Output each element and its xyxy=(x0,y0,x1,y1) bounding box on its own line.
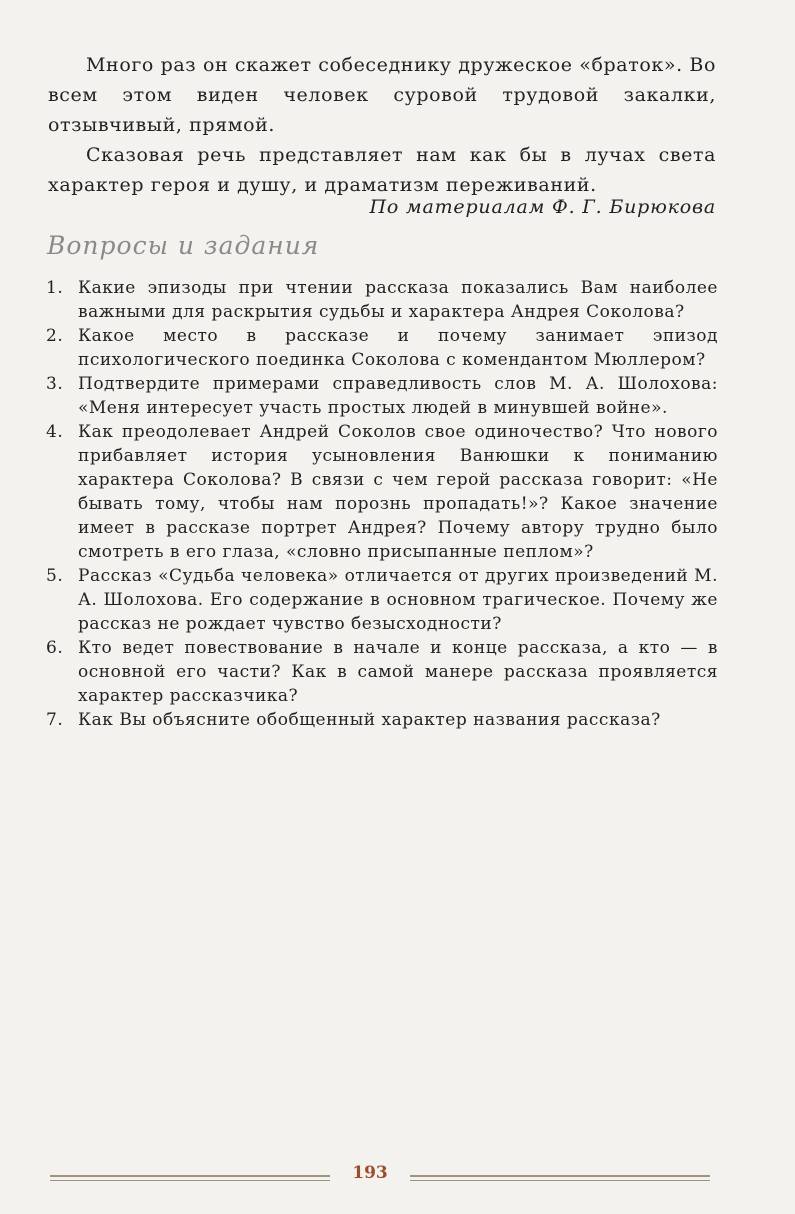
question-text: Как преодолевает Андрей Соколов свое одиночество? Что нового прибавляет история усыновления Ванюшки к пониманию характера Соколова? В связи с чем герой рассказа говорит: «Не бывать тому, чтобы нам порознь пропадать!»? Какое значение имеет в рассказе портрет Андрея? Почему автору трудно было смотреть в его глаза, «словно присыпанные пеплом»? xyxy=(78,422,718,562)
question-text: Рассказ «Судьба человека» отличается от других произведений М. А. Шолохова. Его содержание в основном трагическое. Почему же рассказ не рождает чувство безысходности? xyxy=(78,566,718,634)
intro-paragraph-1: Много раз он скажет собеседнику дружеское «браток». Во всем этом виден человек суровой трудовой закалки, отзывчивый, прямой. xyxy=(48,54,716,136)
question-item xyxy=(46,420,718,564)
question-text: Как Вы объясните обобщенный характер названия рассказа? xyxy=(78,710,661,730)
question-text: Кто ведет повествование в начале и конце рассказа, а кто — в основной его части? Как в самой манере рассказа проявляется характер рассказчика? xyxy=(78,638,718,706)
question-text: Подтвердите примерами справедливость слов М. А. Шолохова: «Меня интересует участь простых людей в минувшей войне». xyxy=(78,374,718,418)
question-text: Какое место в рассказе и почему занимает эпизод психологического поединка Соколова с комендантом Мюллером? xyxy=(78,326,718,370)
question-item xyxy=(46,276,718,324)
questions-list xyxy=(46,276,718,732)
footer-rule-right xyxy=(410,1175,710,1181)
question-number: 7. xyxy=(46,710,64,730)
question-item xyxy=(46,324,718,372)
question-item xyxy=(46,372,718,420)
question-number: 1. xyxy=(46,278,64,298)
question-item xyxy=(46,564,718,636)
page-number: 193 xyxy=(352,1163,388,1183)
intro-paragraph-2: Сказовая речь представляет нам как бы в лучах света характер героя и душу, и драматизм переживаний. xyxy=(48,144,716,196)
question-item xyxy=(46,636,718,708)
question-number: 2. xyxy=(46,326,64,346)
question-number: 6. xyxy=(46,638,64,658)
question-number: 4. xyxy=(46,422,64,442)
footer-rule-left xyxy=(50,1175,330,1181)
source-attribution: По материалам Ф. Г. Бирюкова xyxy=(369,196,716,218)
intro-text xyxy=(48,50,716,200)
question-number: 5. xyxy=(46,566,64,586)
question-number: 3. xyxy=(46,374,64,394)
question-item xyxy=(46,708,718,732)
question-text: Какие эпизоды при чтении рассказа показались Вам наиболее важными для раскрытия судьбы и характера Андрея Соколова? xyxy=(78,278,718,322)
section-title: Вопросы и задания xyxy=(47,231,320,260)
